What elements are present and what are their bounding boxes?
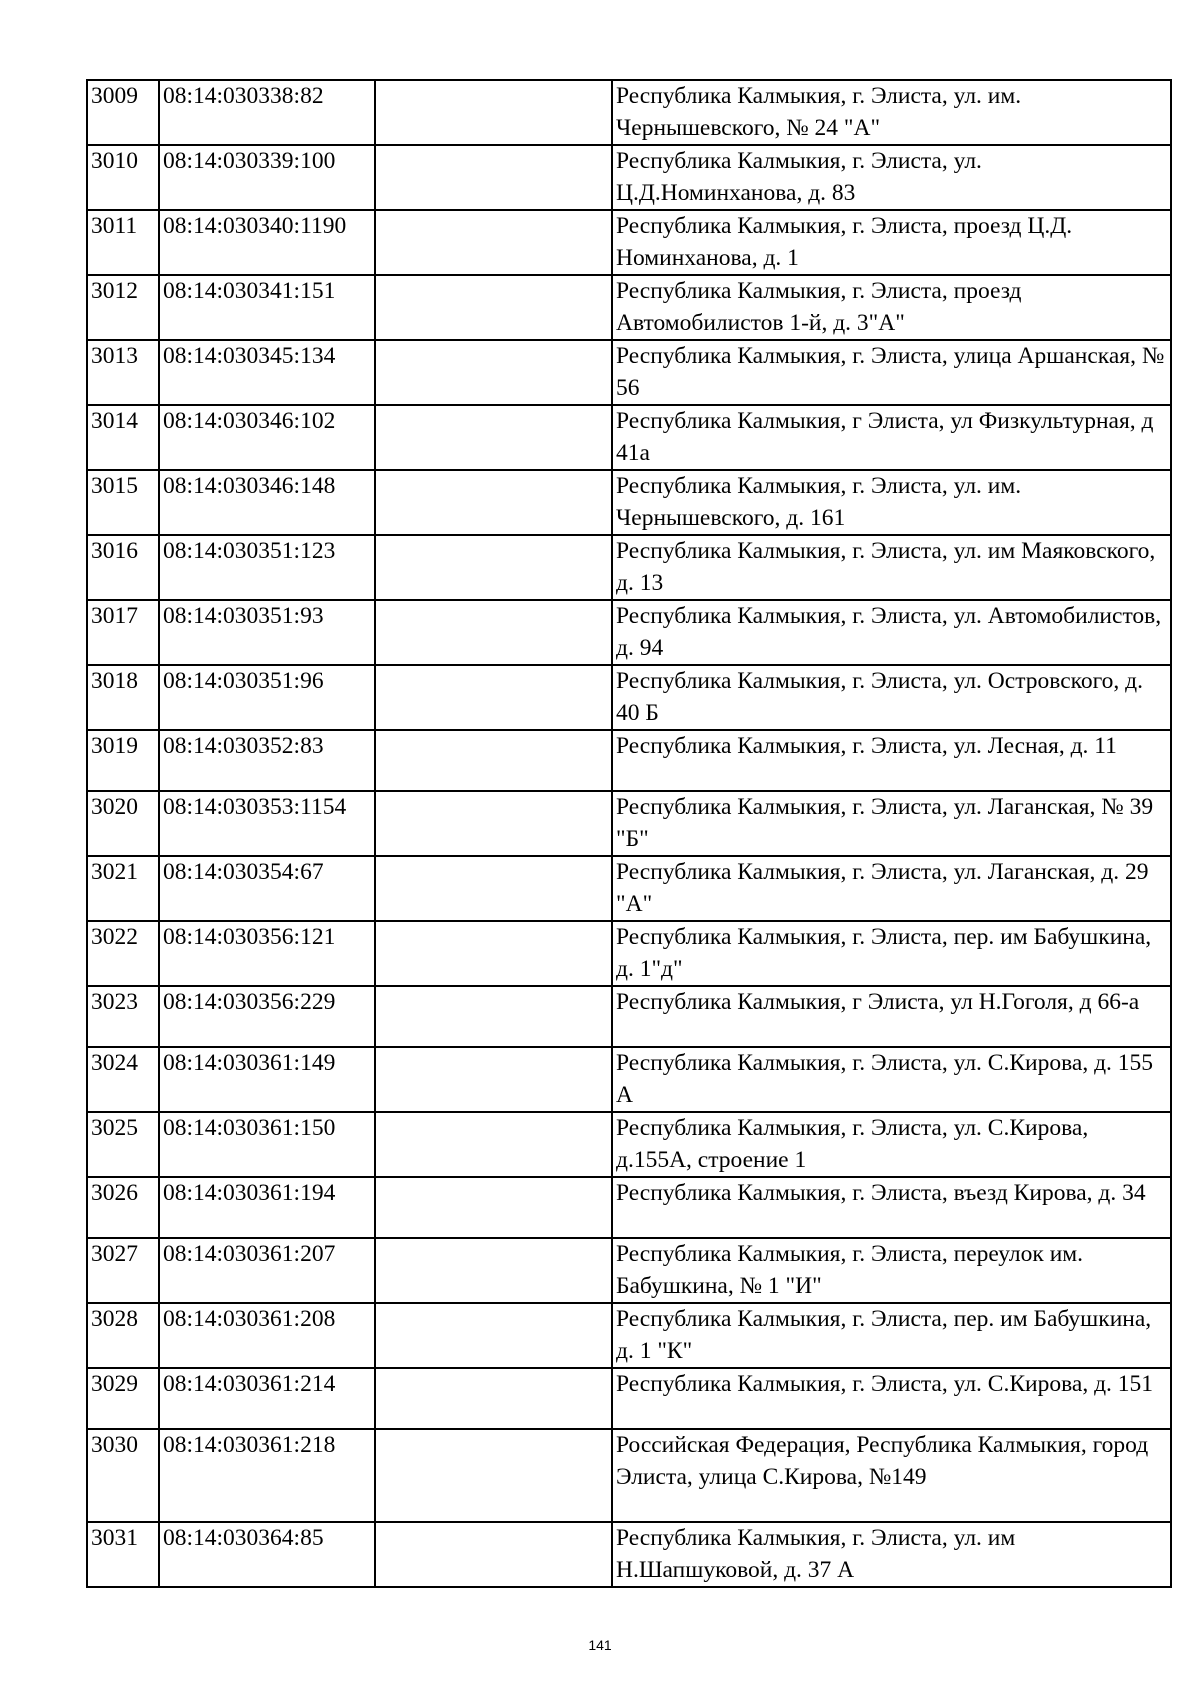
empty-cell [375, 730, 612, 791]
page-number: 141 [588, 1637, 612, 1653]
row-number-cell: 3016 [87, 535, 159, 600]
cadastral-number-cell: 08:14:030356:121 [159, 921, 375, 986]
address-cell: Республика Калмыкия, г. Элиста, ул. им Н.Шапшуковой, д. 37 А [612, 1522, 1171, 1587]
cadastral-number-cell: 08:14:030346:148 [159, 470, 375, 535]
address-cell: Республика Калмыкия, г. Элиста, ул. им. Чернышевского, д. 161 [612, 470, 1171, 535]
row-number-cell: 3030 [87, 1429, 159, 1522]
table-row [87, 1238, 1171, 1303]
address-cell: Республика Калмыкия, г. Элиста, ул. Лаганская, № 39 "Б" [612, 791, 1171, 856]
row-number-cell: 3012 [87, 275, 159, 340]
cadastral-number-cell: 08:14:030361:214 [159, 1368, 375, 1429]
empty-cell [375, 340, 612, 405]
table-row [87, 1522, 1171, 1587]
row-number-cell: 3024 [87, 1047, 159, 1112]
table-row [87, 340, 1171, 405]
address-cell: Республика Калмыкия, г. Элиста, ул. им. Чернышевского, № 24 "А" [612, 80, 1171, 145]
address-cell: Республика Калмыкия, г. Элиста, ул. Автомобилистов, д. 94 [612, 600, 1171, 665]
row-number-cell: 3017 [87, 600, 159, 665]
cadastral-number-cell: 08:14:030352:83 [159, 730, 375, 791]
table-row [87, 1112, 1171, 1177]
row-number-cell: 3015 [87, 470, 159, 535]
table-row [87, 1177, 1171, 1238]
empty-cell [375, 210, 612, 275]
empty-cell [375, 856, 612, 921]
empty-cell [375, 1238, 612, 1303]
address-cell: Российская Федерация, Республика Калмыкия, город Элиста, улица С.Кирова, №149 [612, 1429, 1171, 1522]
row-number-cell: 3009 [87, 80, 159, 145]
empty-cell [375, 665, 612, 730]
table-row [87, 921, 1171, 986]
empty-cell [375, 275, 612, 340]
row-number-cell: 3021 [87, 856, 159, 921]
row-number-cell: 3022 [87, 921, 159, 986]
cadastral-number-cell: 08:14:030361:208 [159, 1303, 375, 1368]
empty-cell [375, 1522, 612, 1587]
cadastral-number-cell: 08:14:030351:123 [159, 535, 375, 600]
row-number-cell: 3010 [87, 145, 159, 210]
empty-cell [375, 405, 612, 470]
empty-cell [375, 1112, 612, 1177]
empty-cell [375, 1429, 612, 1522]
row-number-cell: 3027 [87, 1238, 159, 1303]
row-number-cell: 3031 [87, 1522, 159, 1587]
row-number-cell: 3014 [87, 405, 159, 470]
row-number-cell: 3018 [87, 665, 159, 730]
address-cell: Республика Калмыкия, г. Элиста, пер. им Бабушкина, д. 1 "К" [612, 1303, 1171, 1368]
address-cell: Республика Калмыкия, г Элиста, ул Н.Гоголя, д 66-а [612, 986, 1171, 1047]
table-row [87, 275, 1171, 340]
table-row [87, 470, 1171, 535]
empty-cell [375, 1303, 612, 1368]
empty-cell [375, 80, 612, 145]
cadastral-number-cell: 08:14:030356:229 [159, 986, 375, 1047]
row-number-cell: 3019 [87, 730, 159, 791]
table-row [87, 210, 1171, 275]
cadastral-number-cell: 08:14:030339:100 [159, 145, 375, 210]
table-row [87, 986, 1171, 1047]
address-cell: Республика Калмыкия, г. Элиста, ул. им Маяковского, д. 13 [612, 535, 1171, 600]
address-cell: Республика Калмыкия, г. Элиста, ул. С.Кирова, д.155А, строение 1 [612, 1112, 1171, 1177]
address-cell: Республика Калмыкия, г. Элиста, проезд Ц.Д. Номинханова, д. 1 [612, 210, 1171, 275]
table-row [87, 730, 1171, 791]
table-row [87, 1368, 1171, 1429]
cadastral-number-cell: 08:14:030353:1154 [159, 791, 375, 856]
table-row [87, 600, 1171, 665]
cadastral-number-cell: 08:14:030354:67 [159, 856, 375, 921]
table-row [87, 1047, 1171, 1112]
table-row [87, 535, 1171, 600]
empty-cell [375, 986, 612, 1047]
cadastral-number-cell: 08:14:030361:218 [159, 1429, 375, 1522]
cadastral-number-cell: 08:14:030361:149 [159, 1047, 375, 1112]
empty-cell [375, 791, 612, 856]
empty-cell [375, 145, 612, 210]
row-number-cell: 3025 [87, 1112, 159, 1177]
empty-cell [375, 600, 612, 665]
address-cell: Республика Калмыкия, г. Элиста, ул. Лаганская, д. 29 "А" [612, 856, 1171, 921]
address-cell: Республика Калмыкия, г. Элиста, въезд Кирова, д. 34 [612, 1177, 1171, 1238]
row-number-cell: 3029 [87, 1368, 159, 1429]
address-cell: Республика Калмыкия, г. Элиста, ул. С.Кирова, д. 155 А [612, 1047, 1171, 1112]
cadastral-number-cell: 08:14:030345:134 [159, 340, 375, 405]
table-row [87, 856, 1171, 921]
table-row [87, 665, 1171, 730]
address-cell: Республика Калмыкия, г. Элиста, ул. Лесная, д. 11 [612, 730, 1171, 791]
cadastral-number-cell: 08:14:030351:96 [159, 665, 375, 730]
cadastral-number-cell: 08:14:030364:85 [159, 1522, 375, 1587]
address-cell: Республика Калмыкия, г. Элиста, улица Аршанская, № 56 [612, 340, 1171, 405]
table-row [87, 791, 1171, 856]
empty-cell [375, 1047, 612, 1112]
empty-cell [375, 1177, 612, 1238]
row-number-cell: 3020 [87, 791, 159, 856]
address-cell: Республика Калмыкия, г. Элиста, ул. Островского, д. 40 Б [612, 665, 1171, 730]
cadastral-number-cell: 08:14:030361:194 [159, 1177, 375, 1238]
row-number-cell: 3026 [87, 1177, 159, 1238]
row-number-cell: 3011 [87, 210, 159, 275]
address-cell: Республика Калмыкия, г. Элиста, переулок им. Бабушкина, № 1 "И" [612, 1238, 1171, 1303]
cadastral-number-cell: 08:14:030341:151 [159, 275, 375, 340]
registry-table [86, 79, 1172, 1588]
empty-cell [375, 921, 612, 986]
empty-cell [375, 535, 612, 600]
row-number-cell: 3013 [87, 340, 159, 405]
cadastral-number-cell: 08:14:030361:150 [159, 1112, 375, 1177]
cadastral-number-cell: 08:14:030361:207 [159, 1238, 375, 1303]
table-row [87, 145, 1171, 210]
registry-table-body [87, 80, 1171, 1587]
empty-cell [375, 1368, 612, 1429]
table-row [87, 405, 1171, 470]
cadastral-number-cell: 08:14:030340:1190 [159, 210, 375, 275]
table-row [87, 80, 1171, 145]
empty-cell [375, 470, 612, 535]
address-cell: Республика Калмыкия, г. Элиста, пер. им Бабушкина, д. 1"д" [612, 921, 1171, 986]
cadastral-number-cell: 08:14:030351:93 [159, 600, 375, 665]
row-number-cell: 3023 [87, 986, 159, 1047]
table-row [87, 1429, 1171, 1522]
table-row [87, 1303, 1171, 1368]
address-cell: Республика Калмыкия, г. Элиста, проезд Автомобилистов 1-й, д. 3"А" [612, 275, 1171, 340]
cadastral-number-cell: 08:14:030346:102 [159, 405, 375, 470]
address-cell: Республика Калмыкия, г. Элиста, ул. С.Кирова, д. 151 [612, 1368, 1171, 1429]
address-cell: Республика Калмыкия, г Элиста, ул Физкультурная, д 41а [612, 405, 1171, 470]
row-number-cell: 3028 [87, 1303, 159, 1368]
cadastral-number-cell: 08:14:030338:82 [159, 80, 375, 145]
address-cell: Республика Калмыкия, г. Элиста, ул. Ц.Д.Номинханова, д. 83 [612, 145, 1171, 210]
